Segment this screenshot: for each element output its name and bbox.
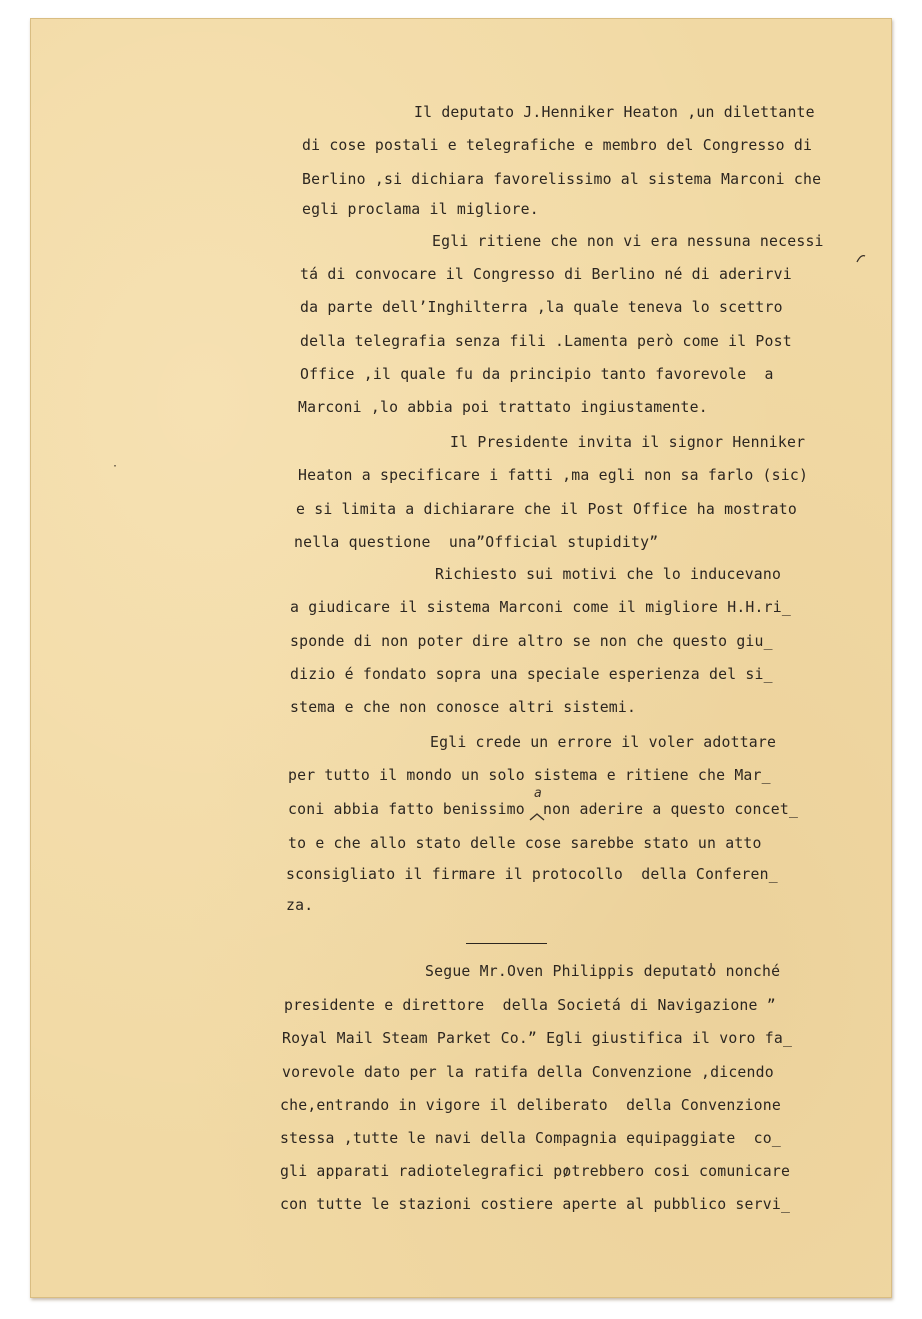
text-line: da parte dell’Inghilterra ,la quale teneva lo scettro: [300, 299, 783, 316]
text-line: nella questione una”Official stupidity”: [294, 534, 659, 551]
text-line: sconsigliato il firmare il protocollo della Conferen_: [286, 866, 778, 883]
text-line: della telegrafia senza fili .Lamenta però come il Post: [300, 333, 792, 350]
text-line: con tutte le stazioni costiere aperte al pubblico servi_: [280, 1196, 791, 1213]
text-line: Segue Mr.Oven Philippis deputato nonché: [425, 963, 781, 980]
text-line: stessa ,tutte le navi della Compagnia equipaggiate co_: [280, 1130, 781, 1147]
handwritten-insert-mark: a: [534, 786, 542, 801]
text-line: per tutto il mondo un solo sistema e ritiene che Mar_: [288, 767, 771, 784]
text-line: gli apparati radiotelegrafici potrebbero cosi comunicare: [280, 1163, 791, 1180]
text-line: di cose postali e telegrafiche e membro del Congresso di: [302, 137, 813, 154]
handwritten-hook-mark-icon: [855, 252, 867, 266]
text-line: sponde di non poter dire altro se non che questo giu_: [290, 633, 773, 650]
text-line: Marconi ,lo abbia poi trattato ingiustamente.: [298, 399, 708, 416]
text-line: Berlino ,si dichiara favorelissimo al sistema Marconi che: [302, 171, 822, 188]
text-line: Egli ritiene che non vi era nessuna necessi: [432, 233, 824, 250]
text-line: tá di convocare il Congresso di Berlino né di aderirvi: [300, 266, 792, 283]
text-line: Royal Mail Steam Parket Co.” Egli giustifica il voro fa_: [282, 1030, 793, 1047]
handwritten-comma-mark-icon: [562, 1165, 570, 1179]
handwritten-comma-mark-icon: [706, 961, 714, 975]
text-line: dizio é fondato sopra una speciale esperienza del si_: [290, 666, 773, 683]
section-divider: [466, 943, 547, 944]
text-line: Egli crede un errore il voler adottare: [430, 734, 777, 751]
text-line: Heaton a specificare i fatti ,ma egli non sa farlo (sic): [298, 467, 809, 484]
text-line: Il deputato J.Henniker Heaton ,un dilettante: [414, 104, 815, 121]
text-line: vorevole dato per la ratifa della Convenzione ,dicendo: [282, 1064, 774, 1081]
text-line: Office ,il quale fu da principio tanto favorevole a: [300, 366, 774, 383]
text-line: stema e che non conosce altri sistemi.: [290, 699, 637, 716]
text-line: egli proclama il migliore.: [302, 201, 539, 218]
text-line: Il Presidente invita il signor Henniker: [450, 434, 806, 451]
text-line: coni abbia fatto benissimo non aderire a questo concet_: [288, 801, 799, 818]
text-line: to e che allo stato delle cose sarebbe stato un atto: [288, 835, 762, 852]
stray-dot: ·: [112, 461, 119, 472]
text-line: presidente e direttore della Societá di Navigazione ”: [284, 997, 776, 1014]
handwritten-caret-icon: [529, 812, 545, 822]
text-line: za.: [286, 897, 314, 914]
text-line: Richiesto sui motivi che lo inducevano: [435, 566, 782, 583]
text-line: che,entrando in vigore il deliberato della Convenzione: [280, 1097, 781, 1114]
text-line: e si limita a dichiarare che il Post Office ha mostrato: [296, 501, 797, 518]
text-line: a giudicare il sistema Marconi come il migliore H.H.ri_: [290, 599, 791, 616]
